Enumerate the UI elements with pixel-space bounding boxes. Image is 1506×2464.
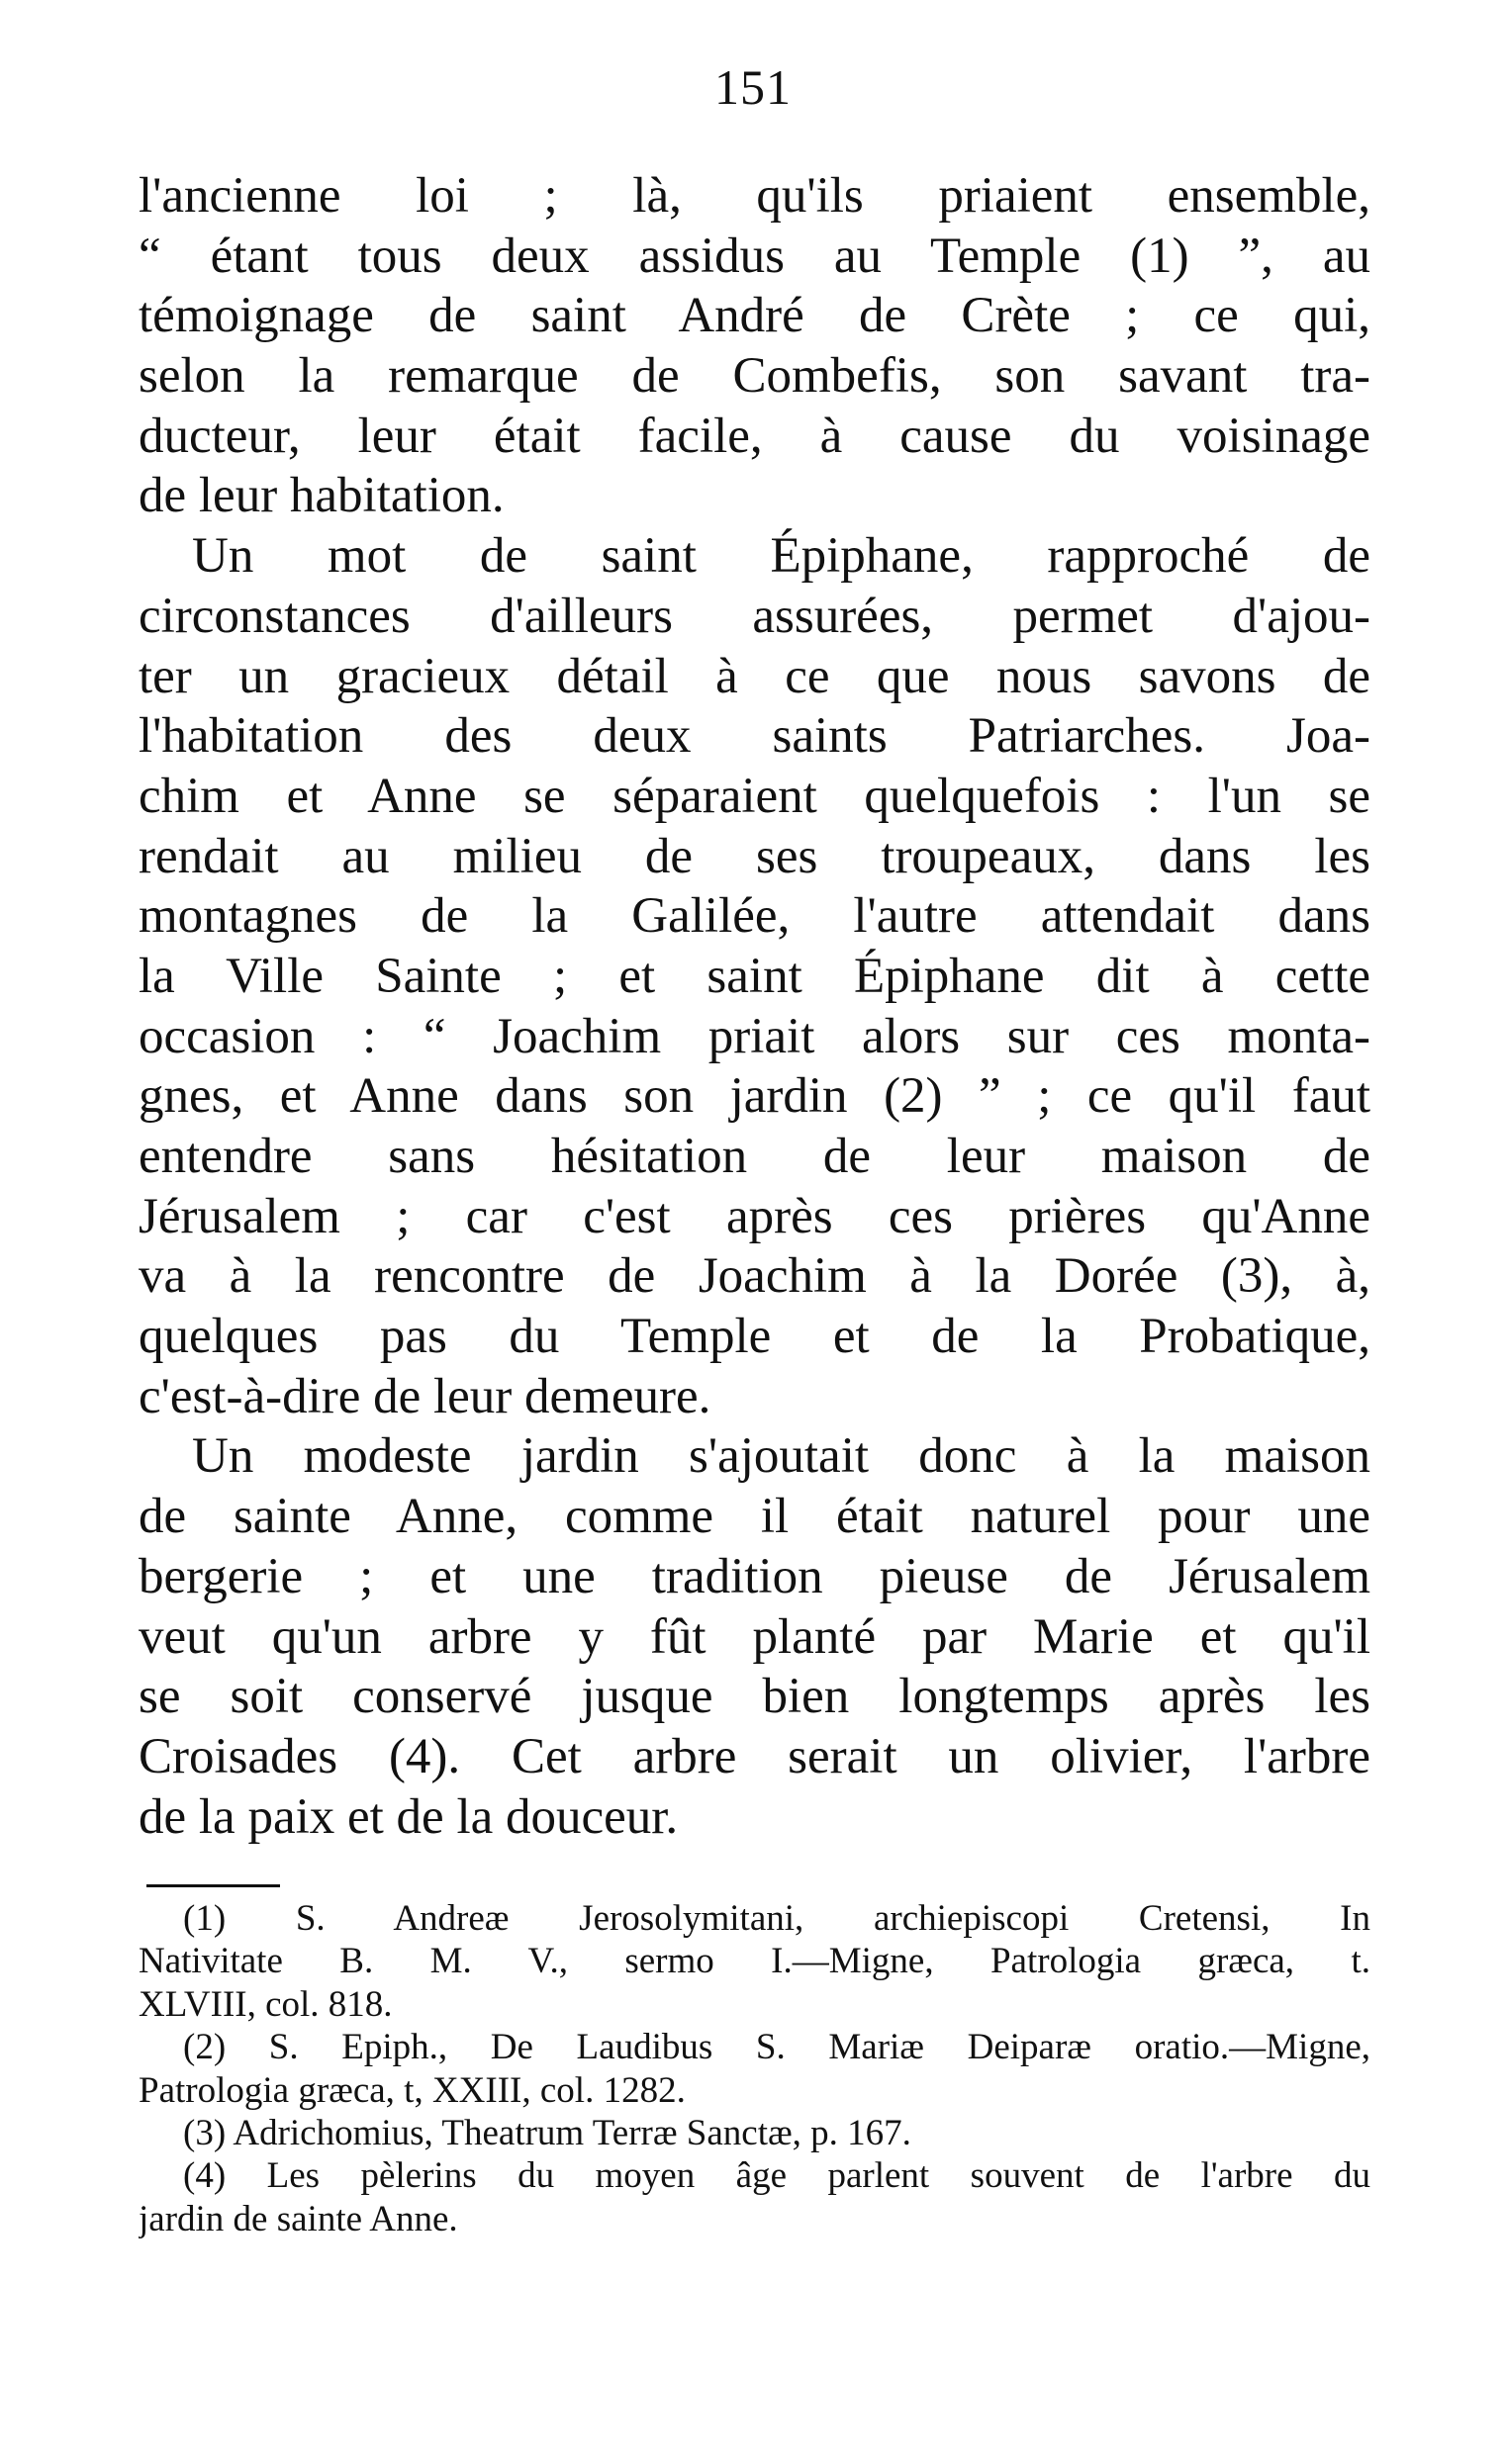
- text-line: c'est-à-dire de leur demeure.: [139, 1368, 711, 1424]
- text-line: occasion : “ Joachim priait alors sur ces monta-: [139, 1008, 1370, 1064]
- text-line: se soit conservé jusque bien longtemps après les: [139, 1669, 1370, 1725]
- text-line: de sainte Anne, comme il était naturel pour une: [139, 1489, 1370, 1545]
- text-line: veut qu'un arbre y fût planté par Marie et qu'il: [139, 1608, 1370, 1665]
- text-line: chim et Anne se séparaient quelquefois : l'un se: [139, 768, 1370, 824]
- text-line: l'habitation des deux saints Patriarches. Joa-: [139, 708, 1370, 765]
- footnotes: [139, 1897, 1370, 2240]
- text-line: l'ancienne loi ; là, qu'ils priaient ensemble,: [139, 168, 1370, 224]
- footnote-line: XLVIII, col. 818.: [139, 1983, 393, 2025]
- footnote-line: Patrologia græca, t, XXIII, col. 1282.: [139, 2069, 686, 2111]
- text-line: ducteur, leur était facile, à cause du voisinage: [139, 408, 1370, 464]
- footnote-line: (1) S. Andreæ Jerosolymitani, archiepiscopi Cretensi, In: [183, 1898, 1370, 1939]
- footnote-divider: [146, 1884, 280, 1887]
- page-number: 151: [714, 59, 792, 115]
- text-line: témoignage de saint André de Crète ; ce qui,: [139, 288, 1370, 344]
- text-line: entendre sans hésitation de leur maison de: [139, 1129, 1370, 1184]
- footnote-line: jardin de sainte Anne.: [139, 2198, 458, 2239]
- text-line: de la paix et de la douceur.: [139, 1788, 679, 1845]
- text-line: circonstances d'ailleurs assurées, permet d'ajou-: [139, 588, 1370, 644]
- text-line: va à la rencontre de Joachim à la Dorée (3), à,: [139, 1248, 1370, 1305]
- text-line: de leur habitation.: [139, 468, 505, 524]
- text-line: Jérusalem ; car c'est après ces prières qu'Anne: [139, 1188, 1370, 1244]
- text-line: selon la remarque de Combefis, son savant tra-: [139, 348, 1370, 405]
- text-line: gnes, et Anne dans son jardin (2) ” ; ce qu'il faut: [139, 1068, 1370, 1125]
- text-line: rendait au milieu de ses troupeaux, dans les: [139, 828, 1370, 884]
- text-line: ter un gracieux détail à ce que nous savons de: [139, 648, 1370, 704]
- footnote-line: Nativitate B. M. V., sermo I.—Migne, Patrologia græca, t.: [139, 1941, 1370, 1982]
- footnote-line: (2) S. Epiph., De Laudibus S. Mariæ Deiparæ oratio.—Migne,: [183, 2027, 1370, 2068]
- text-line: Un mot de saint Épiphane, rapproché de: [192, 528, 1370, 585]
- text-line: montagnes de la Galilée, l'autre attendait dans: [139, 888, 1370, 945]
- text-line: Un modeste jardin s'ajoutait donc à la maison: [192, 1428, 1370, 1485]
- text-line: quelques pas du Temple et de la Probatique,: [139, 1309, 1370, 1365]
- text-line: bergerie ; et une tradition pieuse de Jérusalem: [139, 1548, 1370, 1604]
- text-line: Croisades (4). Cet arbre serait un olivier, l'arbre: [139, 1728, 1370, 1784]
- body-text: [139, 166, 1370, 1847]
- footnote-line: (4) Les pèlerins du moyen âge parlent souvent de l'arbre du: [183, 2155, 1370, 2197]
- text-line: la Ville Sainte ; et saint Épiphane dit à cette: [139, 948, 1370, 1004]
- text-line: “ étant tous deux assidus au Temple (1) ”, au: [139, 228, 1370, 284]
- footnote-line: (3) Adrichomius, Theatrum Terræ Sanctæ, p. 167.: [183, 2112, 911, 2153]
